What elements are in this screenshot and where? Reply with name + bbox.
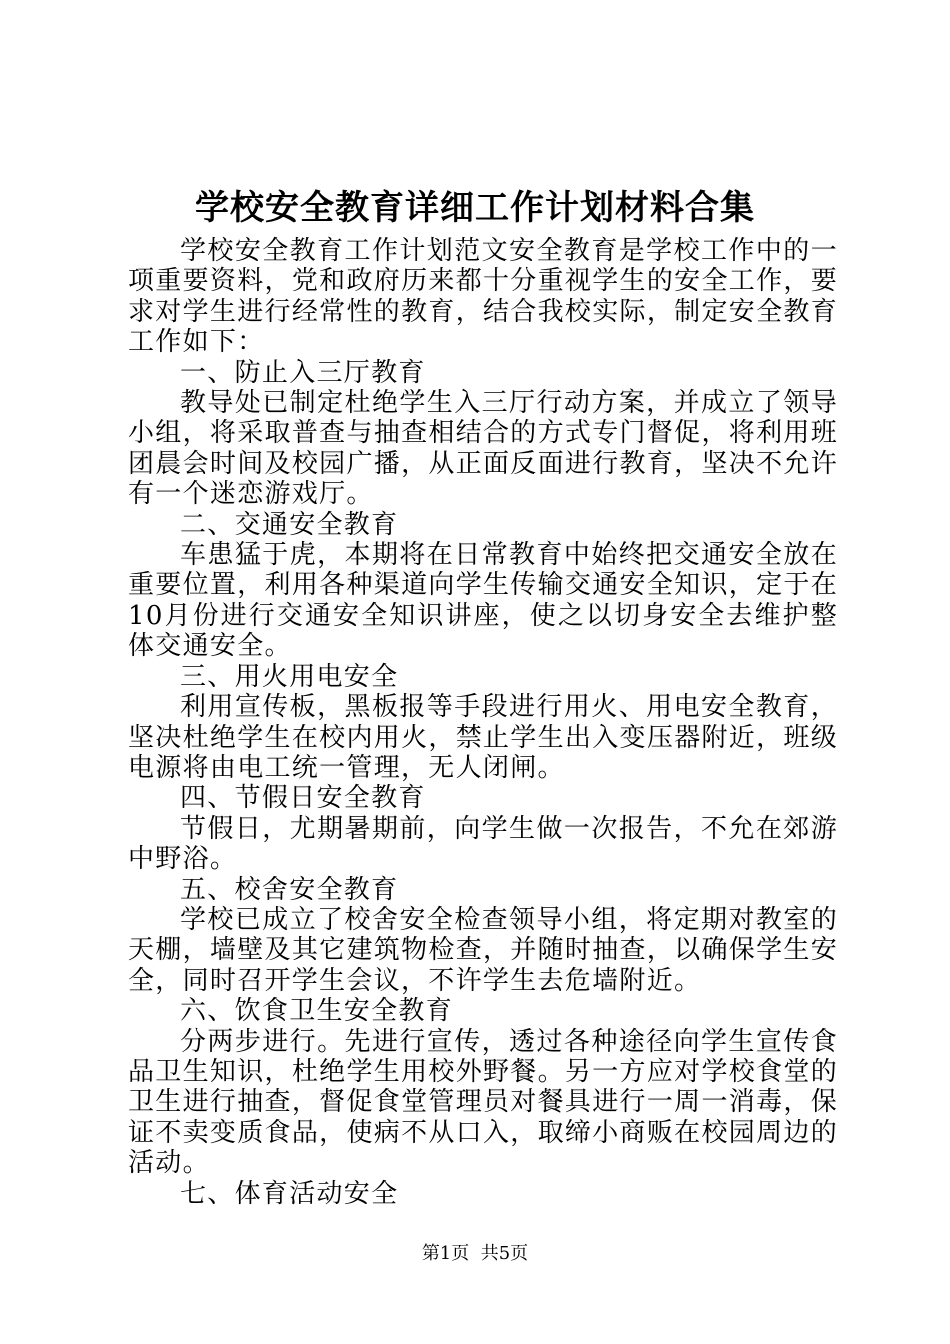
section-heading-3: 三、用火用电安全: [180, 661, 399, 692]
section-body-6: 分两步进行。先进行宣传，透过各种途径向学生宣传食品卫生知识，杜绝学生用校外野餐。另一方应对学校食堂的卫生进行抽查，督促食堂管理员对餐具进行一周一消毒，保证不卖变质食品，使病不从口入，取缔小商贩在校园周边的活动。: [128, 1026, 838, 1179]
section-heading-5: 五、校舍安全教育: [180, 874, 399, 905]
section-heading-4: 四、节假日安全教育: [180, 783, 426, 814]
section-heading-2: 二、交通安全教育: [180, 509, 399, 540]
intro-paragraph: 学校安全教育工作计划范文安全教育是学校工作中的一项重要资料，党和政府历来都十分重视学生的安全工作，要求对学生进行经常性的教育，结合我校实际，制定安全教育工作如下：: [128, 236, 838, 358]
page-footer: [0, 1242, 950, 1266]
section-body-2: 车患猛于虎，本期将在日常教育中始终把交通安全放在重要位置，利用各种渠道向学生传输交通安全知识，定于在10月份进行交通安全知识讲座，使之以切身安全去维护整体交通安全。: [128, 540, 838, 662]
page-total: 共5页: [480, 1243, 529, 1264]
section-heading-1: 一、防止入三厅教育: [180, 357, 426, 388]
section-body-5: 学校已成立了校舍安全检查领导小组，将定期对教室的天棚，墙壁及其它建筑物检查，并随时抽查，以确保学生安全，同时召开学生会议，不许学生去危墙附近。: [128, 904, 838, 996]
document-body: [128, 236, 838, 1209]
section-body-4: 节假日，尤期暑期前，向学生做一次报告，不允在郊游中野浴。: [128, 813, 838, 875]
section-body-3: 利用宣传板，黑板报等手段进行用火、用电安全教育，坚决杜绝学生在校内用火，禁止学生出入变压器附近，班级电源将由电工统一管理，无人闭闸。: [128, 692, 838, 783]
section-heading-6: 六、饮食卫生安全教育: [180, 996, 454, 1027]
document-title: 学校安全教育详细工作计划材料合集: [195, 188, 755, 228]
page-number: 第1页: [421, 1243, 470, 1264]
section-body-1: 教导处已制定杜绝学生入三厅行动方案，并成立了领导小组，将采取普查与抽查相结合的方式专门督促，将利用班团晨会时间及校园广播，从正面反面进行教育，坚决不允许有一个迷恋游戏厅。: [128, 388, 838, 510]
section-heading-7: 七、体育活动安全: [180, 1178, 399, 1209]
